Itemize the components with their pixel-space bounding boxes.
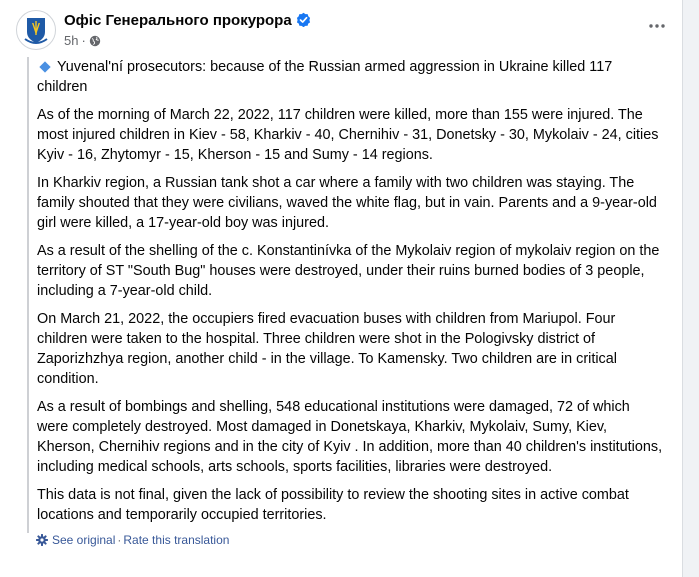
footer-separator: · (117, 533, 122, 547)
blue-diamond-icon (39, 61, 50, 72)
paragraph-disclaimer: This data is not final, given the lack of possibility to review the shooting sites in active combat locations and temporarily occupied territories. (37, 487, 629, 523)
paragraph-konstantinivka: As a result of the shelling of the c. Konstantinívka of the Mykolaiv region of mykolaiv region on the territory of ST "South Bug" houses were destroyed, under their ruins burned bodies of 3 people, including a 7-year-old child. (37, 243, 660, 299)
see-original-link[interactable]: See original (52, 533, 116, 547)
globe-icon[interactable] (89, 35, 101, 47)
title-text: Yuvenal'ní prosecutors: because of the Russian armed aggression in Ukraine killed 117 children (37, 59, 613, 95)
gear-icon (36, 534, 48, 546)
paragraph-kharkiv: In Kharkiv region, a Russian tank shot a car where a family with two children was staying. The family shouted that they were civilians, waved the white flag, but in vain. Parents and a 9-year-old girl were killed, a 17-year-old boy was injured. (37, 175, 657, 231)
author-name[interactable]: Офіс Генерального прокурора (64, 12, 292, 29)
paragraph-mariupol: On March 21, 2022, the occupiers fired evacuation buses with children from Mariupol. Four children were taken to the hospital. Three children were shot in the Pologivsky district of Zaporizhzhya region, another child - in the village. To Kamensky. Two children are in critical condition. (37, 311, 617, 387)
emblem-icon (17, 11, 55, 49)
paragraph-casualties: As of the morning of March 22, 2022, 117 children were killed, more than 155 were injured. The most injured children in Kiev - 58, Kharkiv - 40, Chernihiv - 31, Donetsky - 30, Mykolaiv - 24, cities Kyiv - 16, Zhytomyr - 15, Kherson - 15 and Sumy - 14 regions. (37, 107, 659, 163)
avatar[interactable] (16, 10, 56, 50)
more-icon (649, 24, 665, 28)
more-options-button[interactable] (643, 12, 671, 40)
meta-separator: · (81, 33, 86, 48)
post-meta (64, 33, 101, 48)
author-row (64, 12, 311, 29)
verified-badge-icon (296, 12, 311, 27)
rate-translation-link[interactable]: Rate this translation (123, 533, 230, 547)
paragraph-institutions: As a result of bombings and shelling, 548 educational institutions were damaged, 72 of which were completely destroyed. Most damaged in Donetskaya, Kharkiv, Mykolaiv, Sumy, Kiev, Kherson, Chernihiv regions and in the city of Kyiv . In addition, more than 40 children's institutions, including medical schools, arts schools, sports facilities, libraries were destroyed. (37, 399, 663, 475)
post-time[interactable]: 5h (64, 33, 79, 48)
translated-text (27, 57, 668, 533)
translation-footer (36, 533, 229, 547)
translation-title (37, 57, 668, 97)
